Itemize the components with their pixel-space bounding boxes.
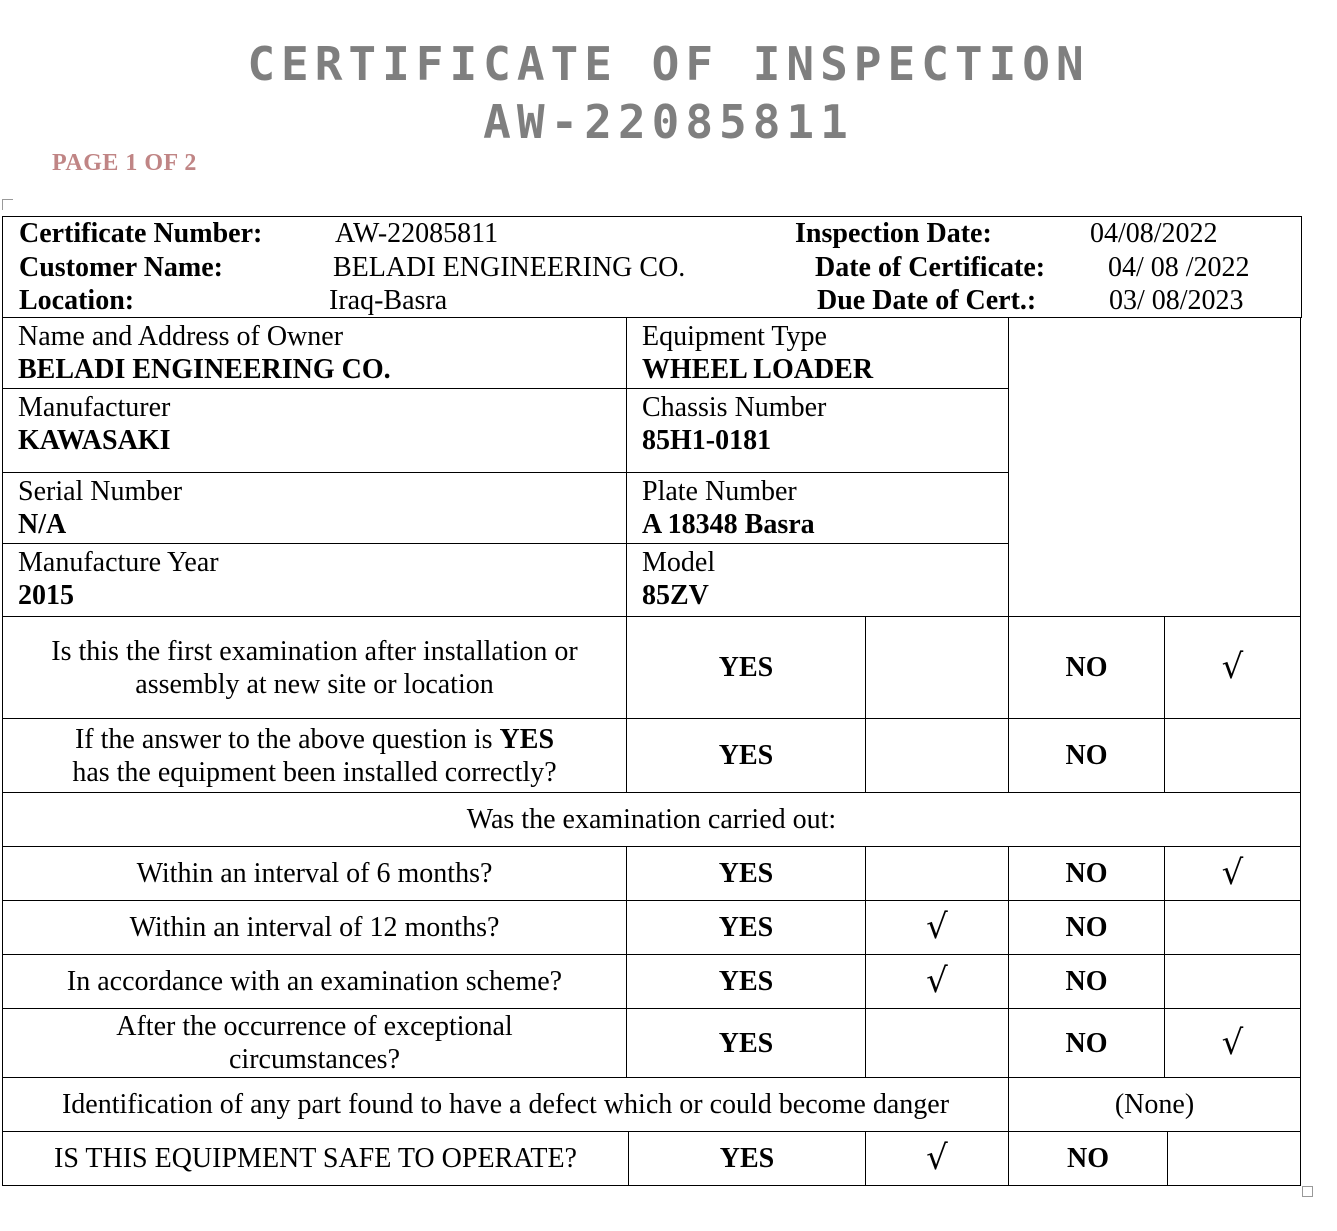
certificate-title-number: AW-22085811 <box>483 95 854 149</box>
plate-number-value: A 18348 Basra <box>642 509 815 540</box>
question-safe-to-operate: IS THIS EQUIPMENT SAFE TO OPERATE? <box>54 1143 577 1174</box>
margin-marker <box>2 199 13 210</box>
plate-number-cell <box>642 475 815 541</box>
q1-no-label: NO <box>1065 652 1108 683</box>
q2-no-checkbox[interactable] <box>1165 719 1300 792</box>
inspection-date-label: Inspection Date: <box>795 218 992 249</box>
location-value: Iraq-Basra <box>329 285 448 316</box>
q1-yes-label: YES <box>718 652 774 683</box>
q1-no-checkbox[interactable]: √ <box>1221 647 1244 687</box>
certificate-title: CERTIFICATE OF INSPECTION <box>247 37 1090 91</box>
equipment-type-value: WHEEL LOADER <box>642 354 874 385</box>
q4-yes-label: YES <box>718 912 774 943</box>
q5-yes-label: YES <box>718 966 774 997</box>
defect-identification-label: Identification of any part found to have a defect which or could become danger <box>61 1089 950 1120</box>
q3-no-label: NO <box>1065 858 1108 889</box>
serial-number-value: N/A <box>18 509 67 540</box>
q6-yes-label: YES <box>718 1027 774 1059</box>
owner-value: BELADI ENGINEERING CO. <box>18 354 391 385</box>
certificate-header <box>2 216 1302 318</box>
question-6-months: Within an interval of 6 months? <box>136 858 493 889</box>
question-first-examination: Is this the first examination after installation or assembly at new site or location <box>51 635 578 700</box>
due-date-value: 03/ 08/2023 <box>1109 285 1244 316</box>
question-exceptional-circumstances: After the occurrence of exceptional circumstances? <box>116 1011 513 1075</box>
owner-cell <box>18 320 391 386</box>
customer-name-label: Customer Name: <box>19 252 223 283</box>
q5-yes-checkbox[interactable]: √ <box>926 961 948 1001</box>
equipment-type-label: Equipment Type <box>642 321 827 352</box>
chassis-number-label: Chassis Number <box>642 392 827 423</box>
examination-section-heading: Was the examination carried out: <box>466 804 837 835</box>
q4-yes-checkbox[interactable]: √ <box>926 907 948 947</box>
q4-no-label: NO <box>1065 912 1108 943</box>
certificate-number-label: Certificate Number: <box>19 218 263 249</box>
inspection-date-value: 04/08/2022 <box>1090 218 1218 249</box>
date-of-certificate-label: Date of Certificate: <box>815 252 1046 283</box>
manufacture-year-cell <box>18 546 219 612</box>
page-indicator: PAGE 1 OF 2 <box>52 150 197 176</box>
manufacturer-cell <box>18 391 170 457</box>
q3-yes-checkbox[interactable] <box>866 847 1008 900</box>
serial-number-label: Serial Number <box>18 476 183 507</box>
equipment-type-cell <box>642 320 873 386</box>
question-installed-correctly: If the answer to the above question is YES has the equipment been installed correctly? <box>72 723 557 788</box>
model-label: Model <box>642 547 716 578</box>
manufacture-year-value: 2015 <box>18 580 74 611</box>
q2-yes-label: YES <box>718 740 774 771</box>
plate-number-label: Plate Number <box>642 476 797 507</box>
safe-no-label: NO <box>1067 1143 1109 1174</box>
q2-yes-checkbox[interactable] <box>866 719 1008 792</box>
q1-yes-checkbox[interactable] <box>866 617 1008 718</box>
location-label: Location: <box>19 285 135 316</box>
safe-yes-label: YES <box>719 1143 775 1174</box>
defect-identification-value[interactable]: (None) <box>1114 1089 1195 1120</box>
q6-yes-checkbox[interactable] <box>866 1009 1008 1077</box>
safe-no-checkbox[interactable] <box>1168 1132 1300 1185</box>
model-cell <box>642 546 715 612</box>
question-examination-scheme: In accordance with an examination scheme? <box>66 966 563 997</box>
q6-no-checkbox[interactable]: √ <box>1221 1022 1244 1063</box>
owner-label: Name and Address of Owner <box>18 321 344 352</box>
manufacturer-label: Manufacturer <box>18 392 171 423</box>
chassis-number-value: 85H1-0181 <box>642 425 772 456</box>
q3-yes-label: YES <box>718 858 774 889</box>
manufacturer-value: KAWASAKI <box>18 425 171 456</box>
q6-no-label: NO <box>1065 1027 1108 1059</box>
table-resize-handle[interactable] <box>1302 1186 1313 1197</box>
chassis-number-cell <box>642 391 826 457</box>
q4-no-checkbox[interactable] <box>1165 901 1300 954</box>
safe-yes-checkbox[interactable]: √ <box>926 1138 948 1178</box>
due-date-label: Due Date of Cert.: <box>817 285 1037 316</box>
customer-name-value: BELADI ENGINEERING CO. <box>333 252 686 283</box>
model-value: 85ZV <box>642 580 709 611</box>
manufacture-year-label: Manufacture Year <box>18 547 219 578</box>
q3-no-checkbox[interactable]: √ <box>1221 853 1244 893</box>
date-of-certificate-value: 04/ 08 /2022 <box>1108 252 1250 283</box>
q5-no-checkbox[interactable] <box>1165 955 1300 1008</box>
q5-no-label: NO <box>1065 966 1108 997</box>
q2-no-label: NO <box>1065 740 1108 771</box>
question-12-months: Within an interval of 12 months? <box>129 912 500 943</box>
certificate-number-value: AW-22085811 <box>335 218 499 249</box>
serial-number-cell <box>18 475 182 541</box>
